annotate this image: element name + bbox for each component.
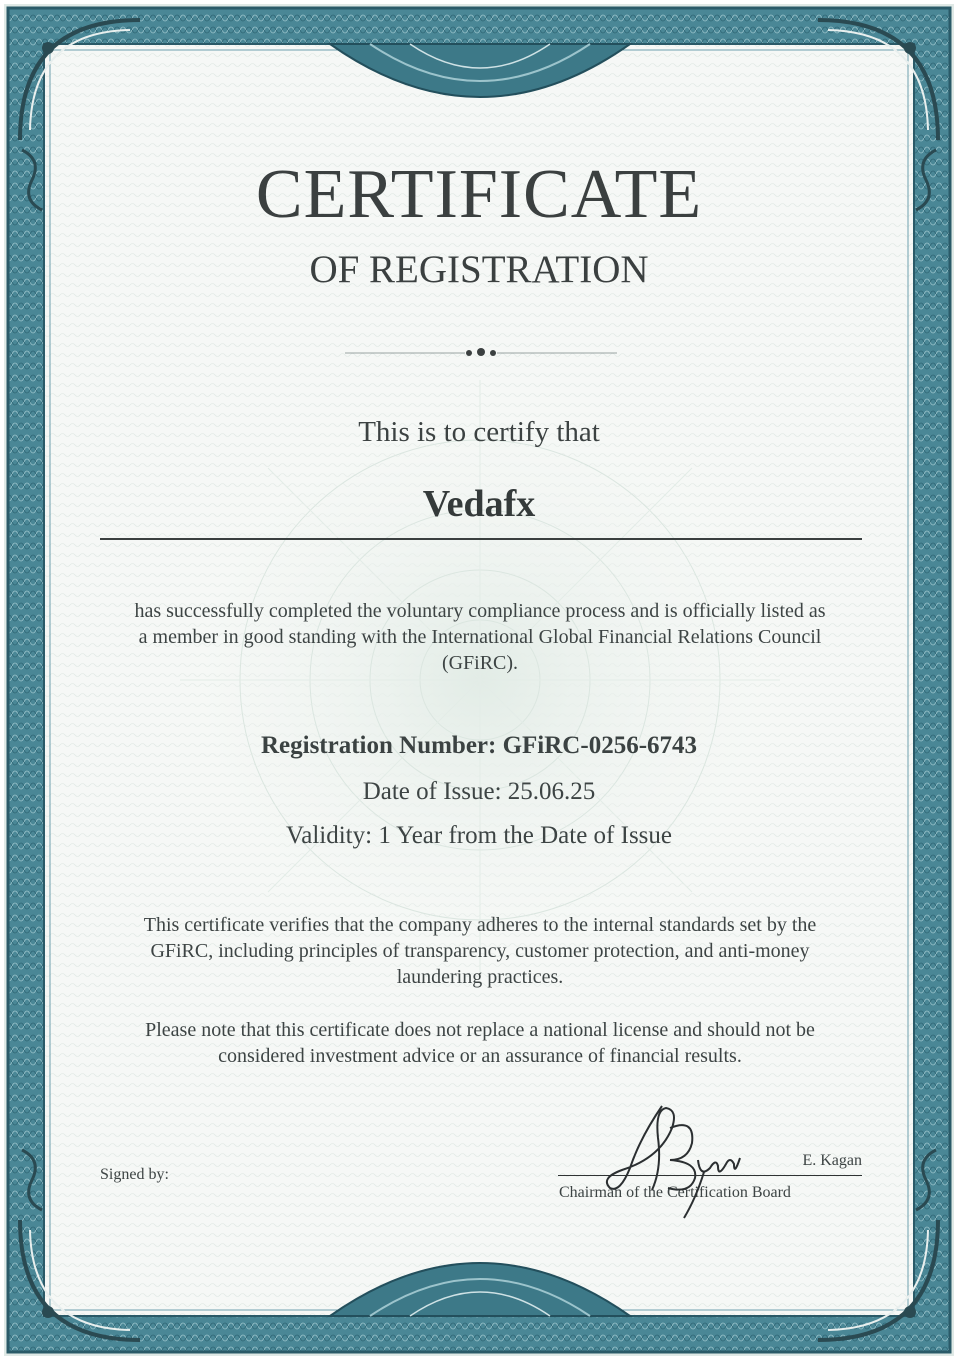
- validity: Validity: 1 Year from the Date of Issue: [285, 822, 673, 849]
- certificate-subtitle: OF REGISTRATION: [309, 248, 649, 291]
- signer-name: E. Kagan: [802, 1152, 862, 1169]
- standards-statement: This certificate verifies that the company adheres to the internal standards set by the GFiRC, including principles of transparency, customer protection, and anti-money laundering practices.: [143, 914, 817, 988]
- certify-text: This is to certify that: [358, 416, 600, 448]
- name-underline: [100, 538, 862, 540]
- disclaimer: Please note that this certificate does not replace a national license and should not be considered investment advice or an assurance of financial results.: [145, 1019, 815, 1067]
- registration-number: Registration Number: GFiRC-0256-6743: [260, 732, 698, 759]
- company-name: Vedafx: [422, 483, 536, 525]
- membership-statement: has successfully completed the voluntary compliance process and is officially listed as a member in good standing with the International Global Financial Relations Council (GFiRC).: [134, 600, 826, 674]
- handwritten-signature-icon: [600, 1098, 750, 1228]
- certificate-title: CERTIFICATE: [255, 156, 703, 233]
- signed-by-label: Signed by:: [100, 1166, 169, 1183]
- signer-role: Chairman of the Certification Board: [559, 1184, 791, 1201]
- date-of-issue: Date of Issue: 25.06.25: [362, 778, 596, 805]
